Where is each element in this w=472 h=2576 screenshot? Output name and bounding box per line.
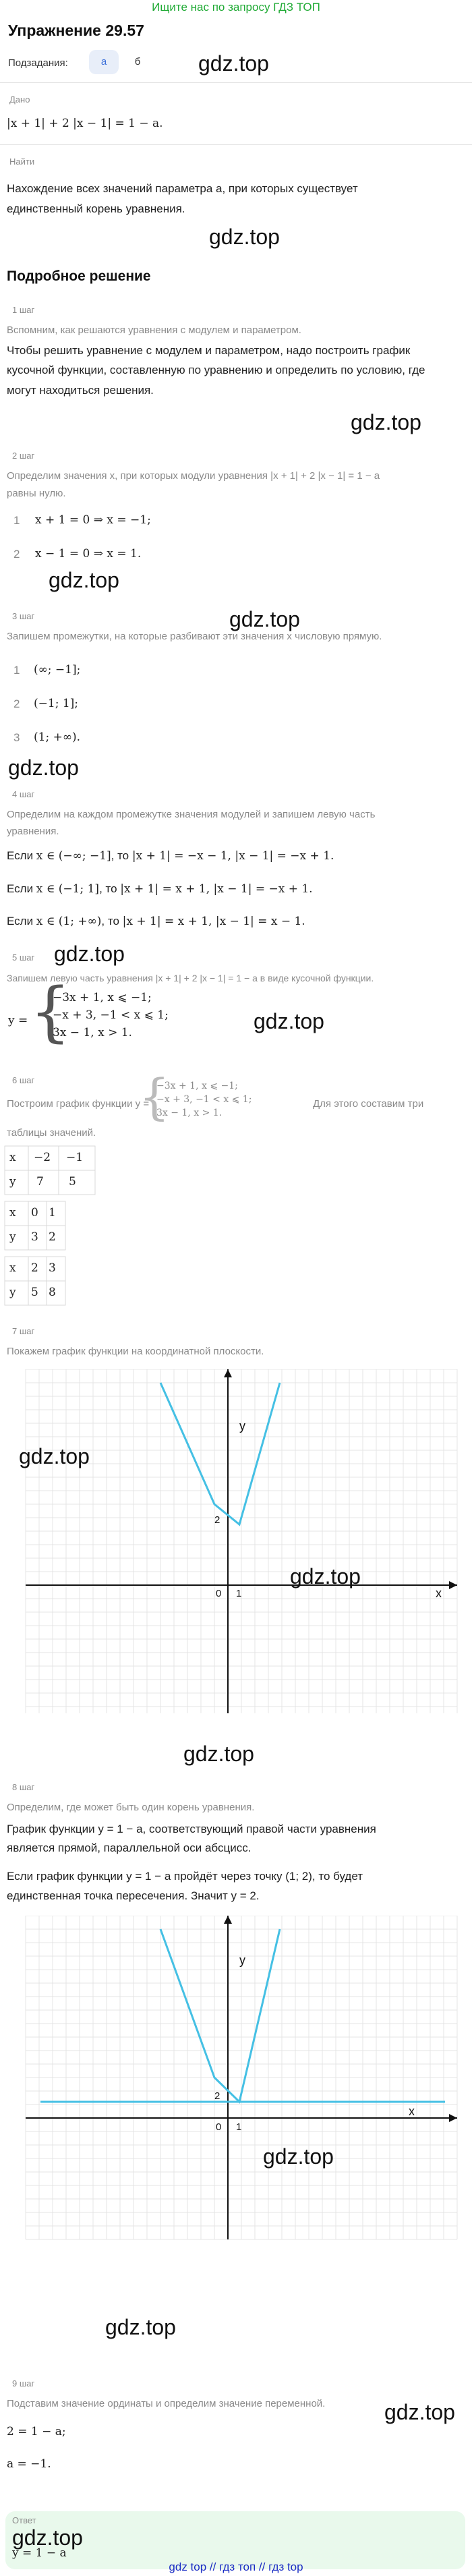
watermark: gdz.top [209, 225, 280, 249]
watermark: gdz.top [263, 2144, 334, 2169]
step-hint: таблицы значений. [7, 1127, 96, 1139]
table-cell: x [9, 1261, 16, 1275]
case-line: 3x − 1, x > 1. [156, 1108, 223, 1118]
equation: (1; +∞). [34, 731, 81, 744]
subtask-tab-a[interactable]: а [89, 50, 119, 74]
value-tables [4, 1145, 98, 1307]
axis-label-x: x [436, 1586, 442, 1600]
tick-label: 2 [214, 2090, 220, 2102]
divider [0, 144, 472, 145]
list-number: 1 [13, 664, 20, 677]
case-line: −x + 3, −1 < x ⩽ 1; [53, 1008, 169, 1022]
find-label: Найти [9, 156, 35, 167]
step-hint: уравнения. [7, 826, 59, 837]
interval-line: Если x ∈ (1; +∞), то |x + 1| = x + 1, |x − 1| = x − 1. [7, 915, 305, 928]
table-cell: 2 [31, 1261, 38, 1275]
axis-label-x: x [409, 2105, 415, 2118]
given-label: Дано [9, 94, 30, 105]
axis-label-y: y [239, 1953, 245, 1967]
case-line: −3x + 1, x ⩽ −1; [53, 991, 152, 1004]
list-number: 1 [13, 514, 20, 527]
tick-label: 1 [236, 2121, 242, 2133]
origin-label: 0 [216, 2121, 222, 2133]
table-cell: y [9, 1286, 16, 1299]
axis-label-y: y [239, 1419, 245, 1433]
watermark: gdz.top [19, 1444, 90, 1468]
watermark: gdz.top [8, 755, 79, 780]
watermark: gdz.top [351, 410, 421, 434]
list-number: 3 [13, 731, 20, 744]
table-cell: 0 [31, 1206, 38, 1220]
function-y: y = [8, 1014, 28, 1027]
table-cell: 8 [49, 1286, 56, 1299]
step-hint: Определим на каждом промежутке значения модулей и запишем левую часть [7, 809, 376, 820]
table-cell: x [9, 1151, 16, 1164]
step-hint: Построим график функции y = [7, 1098, 150, 1110]
interval-line: Если x ∈ (−∞; −1], то |x + 1| = −x − 1, |x − 1| = −x + 1. [7, 849, 334, 863]
table-cell: y [9, 1230, 16, 1244]
step-label: 8 шаг [12, 1782, 35, 1792]
subtask-tab-b[interactable]: б [134, 56, 141, 67]
equation: a = −1. [7, 2457, 51, 2471]
brace: { [139, 1068, 170, 1125]
step-hint: равны нулю. [7, 488, 66, 499]
case-line: −x + 3, −1 < x ⩽ 1; [156, 1094, 252, 1105]
step-label: 3 шаг [12, 611, 35, 621]
table-cell: 1 [49, 1206, 56, 1220]
list-number: 2 [13, 697, 20, 710]
given-equation: |x + 1| + 2 |x − 1| = 1 − a. [7, 117, 163, 130]
step-hint: Определим, где может быть один корень уравнения. [7, 1802, 255, 1813]
list-number: 2 [13, 548, 20, 561]
watermark: gdz.top [254, 1009, 324, 1033]
equation: x − 1 = 0 ⇒ x = 1. [35, 547, 142, 561]
find-text: единственный корень уравнения. [7, 202, 185, 215]
case-line: −3x + 1, x ⩽ −1; [156, 1081, 238, 1091]
function-graph [0, 1369, 472, 1727]
tick-label: 2 [214, 1514, 220, 1526]
watermark: gdz.top [183, 1742, 254, 1766]
case-line: 3x − 1, x > 1. [53, 1026, 132, 1039]
step-text: График функции y = 1 − a, соответствующий правой части уравнения [7, 1823, 376, 1835]
watermark: gdz.top [49, 568, 119, 592]
watermark: gdz.top [105, 2315, 176, 2339]
step-text: Если график функции y = 1 − a пройдёт через точку (1; 2), то будет [7, 1870, 363, 1883]
watermark: gdz.top [54, 942, 125, 966]
step-text: кусочной функции, составленную по уравнению и определить по условию, где [7, 364, 425, 376]
step-hint: Определим значения x, при которых модули уравнения |x + 1| + 2 |x − 1| = 1 − a [7, 470, 380, 482]
step-text: единственная точка пересечения. Значит y = 2. [7, 1889, 260, 1902]
step-text: является прямой, параллельной оси абсцисс. [7, 1841, 252, 1854]
table-cell: x [9, 1206, 16, 1220]
step-hint: Покажем график функции на координатной плоскости. [7, 1346, 264, 1357]
watermark: gdz.top [229, 607, 300, 631]
step-label: 1 шаг [12, 305, 35, 315]
watermark: gdz.top [384, 2400, 455, 2424]
watermark: gdz.top [12, 2525, 83, 2550]
origin-label: 0 [216, 1588, 222, 1599]
table-cell: 7 [36, 1175, 44, 1189]
find-text: Нахождение всех значений параметра a, при которых существует [7, 182, 358, 195]
equation: (−1; 1]; [34, 697, 78, 710]
table-cell: 3 [31, 1230, 38, 1244]
page-title: Упражнение 29.57 [8, 22, 144, 39]
step-label: 6 шаг [12, 1075, 35, 1085]
table-cell: 2 [49, 1230, 56, 1244]
step-hint: Запишем промежутки, на которые разбивают эти значения x числовую прямую. [7, 631, 382, 642]
answer-label: Ответ [12, 2515, 36, 2525]
answer-equation: y = 1 − a [12, 2546, 67, 2560]
interval-line: Если x ∈ (−1; 1], то |x + 1| = x + 1, |x − 1| = −x + 1. [7, 882, 313, 896]
step-hint: Подставим значение ординаты и определим значение переменной. [7, 2398, 326, 2409]
step-label: 5 шаг [12, 952, 35, 963]
table-cell: 5 [31, 1286, 38, 1299]
step-text: могут находиться решения. [7, 384, 154, 397]
table-cell: y [9, 1175, 16, 1189]
equation: 2 = 1 − a; [7, 2425, 66, 2438]
watermark: gdz.top [198, 51, 269, 76]
table-cell: 3 [49, 1261, 56, 1275]
top-search-link[interactable]: Ищите нас по запросу ГДЗ ТОП [152, 1, 320, 13]
step-label: 9 шаг [12, 2378, 35, 2388]
footer-links[interactable]: gdz top // гдз топ // гдз top [169, 2560, 303, 2573]
watermark: gdz.top [290, 1564, 361, 1588]
table-cell: −2 [34, 1151, 51, 1164]
step-hint: Для этого составим три [313, 1098, 424, 1110]
equation: (∞; −1]; [34, 663, 81, 677]
step-label: 4 шаг [12, 789, 35, 799]
solution-title: Подробное решение [7, 268, 151, 284]
tick-label: 1 [236, 1588, 242, 1599]
equation: x + 1 = 0 ⇒ x = −1; [35, 513, 151, 527]
step-text: Чтобы решить уравнение с модулем и параметром, надо построить график [7, 344, 411, 357]
step-label: 2 шаг [12, 451, 35, 461]
table-cell: −1 [66, 1151, 84, 1164]
brace: { [30, 974, 71, 1050]
step-hint: Запишем левую часть уравнения |x + 1| + 2 |x − 1| = 1 − a в виде кусочной функции. [7, 973, 374, 983]
table-cell: 5 [69, 1175, 76, 1189]
step-hint: Вспомним, как решаются уравнения с модулем и параметром. [7, 324, 301, 336]
divider [0, 82, 472, 83]
subtasks-label: Подзадания: [8, 57, 68, 69]
function-graph-with-line [0, 1916, 472, 2253]
step-label: 7 шаг [12, 1326, 35, 1336]
